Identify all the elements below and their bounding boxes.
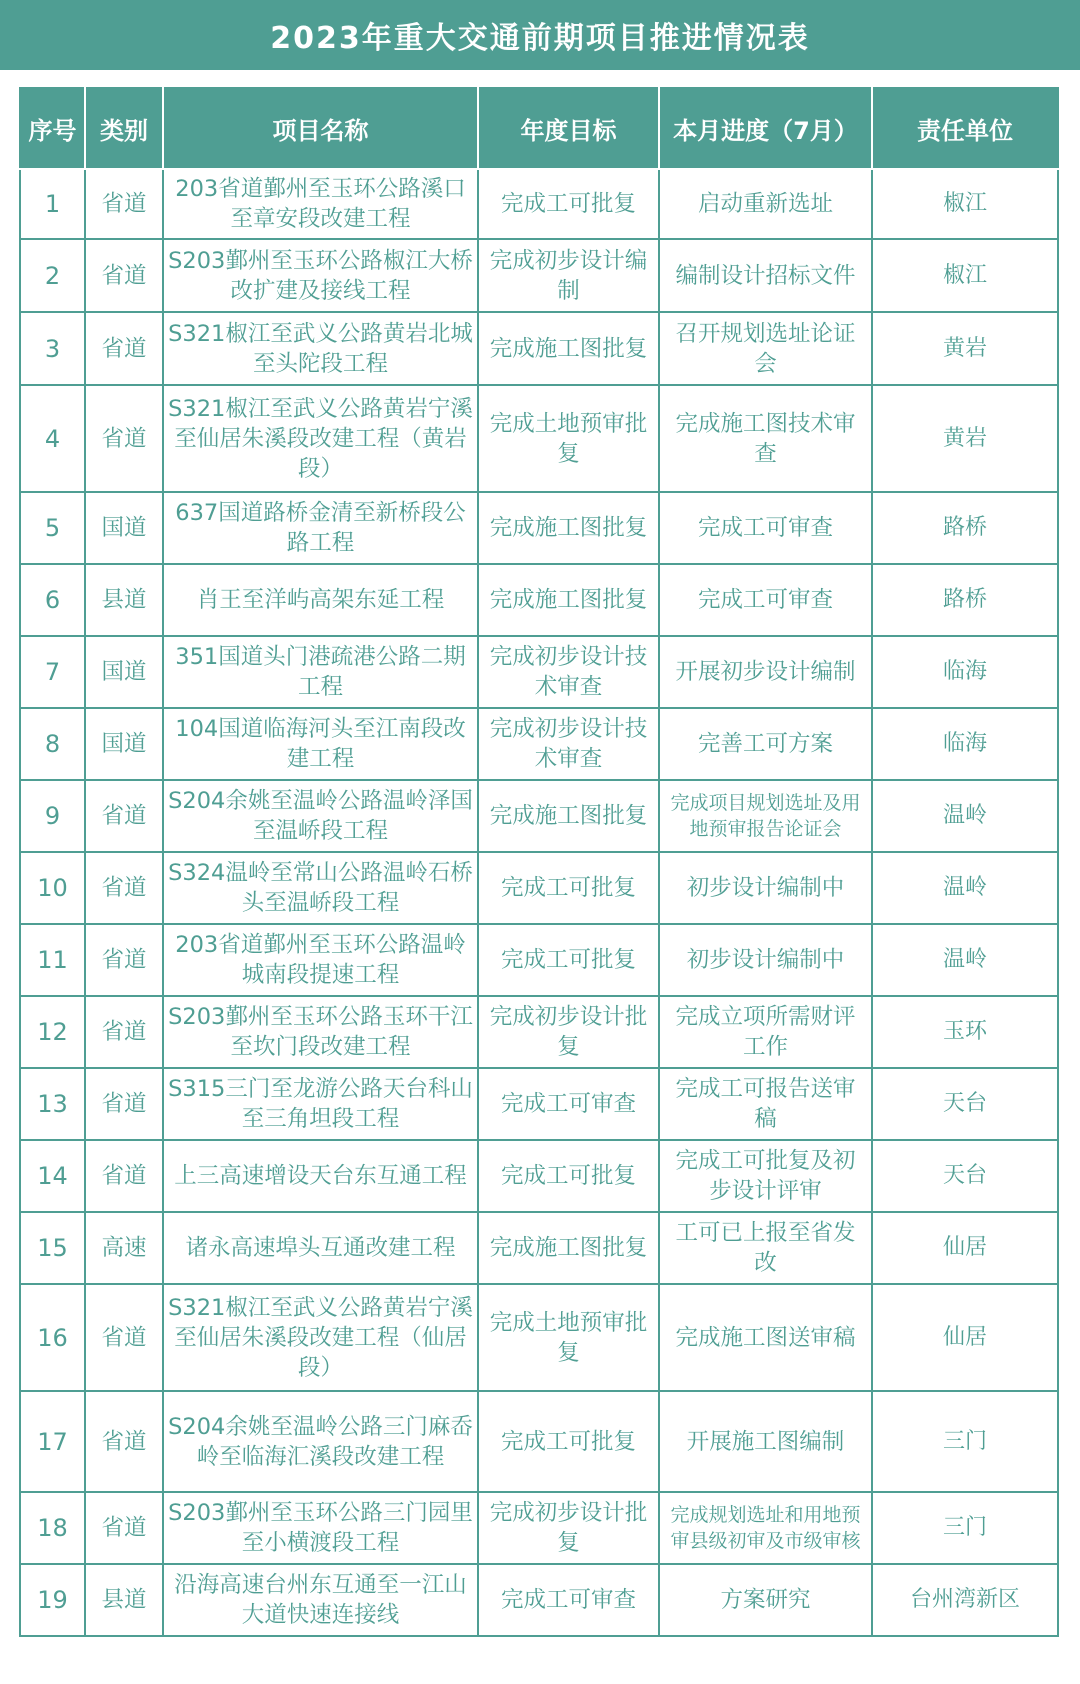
- header-goal: 年度目标: [478, 88, 659, 169]
- row-type: 县道: [85, 564, 163, 636]
- row-type: 省道: [85, 1140, 163, 1212]
- row-goal: 完成工可批复: [478, 1140, 659, 1212]
- row-type: 省道: [85, 780, 163, 852]
- row-progress: 开展施工图编制: [659, 1391, 872, 1492]
- row-no: 19: [20, 1564, 85, 1636]
- row-name: 203省道鄞州至玉环公路温岭城南段提速工程: [163, 924, 478, 996]
- row-name: S321椒江至武义公路黄岩宁溪至仙居朱溪段改建工程（黄岩段）: [163, 385, 478, 492]
- row-name: S203鄞州至玉环公路椒江大桥改扩建及接线工程: [163, 239, 478, 312]
- row-name: S321椒江至武义公路黄岩宁溪至仙居朱溪段改建工程（仙居段）: [163, 1284, 478, 1391]
- row-no: 15: [20, 1212, 85, 1284]
- row-progress: 初步设计编制中: [659, 852, 872, 924]
- table-row: [20, 492, 1058, 564]
- row-goal: 完成施工图批复: [478, 564, 659, 636]
- table-row: [20, 312, 1058, 385]
- row-dept: 仙居: [872, 1284, 1058, 1391]
- row-dept: 椒江: [872, 169, 1058, 239]
- row-name: S321椒江至武义公路黄岩北城至头陀段工程: [163, 312, 478, 385]
- row-name: S315三门至龙游公路天台科山至三角坦段工程: [163, 1068, 478, 1140]
- table-row: [20, 1068, 1058, 1140]
- row-dept: 临海: [872, 636, 1058, 708]
- row-type: 高速: [85, 1212, 163, 1284]
- row-no: 5: [20, 492, 85, 564]
- row-no: 13: [20, 1068, 85, 1140]
- row-type: 国道: [85, 492, 163, 564]
- row-no: 12: [20, 996, 85, 1068]
- header-dept: 责任单位: [872, 88, 1058, 169]
- row-no: 1: [20, 169, 85, 239]
- table-row: [20, 852, 1058, 924]
- row-no: 6: [20, 564, 85, 636]
- row-goal: 完成施工图批复: [478, 312, 659, 385]
- row-name: 上三高速增设天台东互通工程: [163, 1140, 478, 1212]
- row-type: 省道: [85, 1068, 163, 1140]
- row-name: S204余姚至温岭公路三门麻岙岭至临海汇溪段改建工程: [163, 1391, 478, 1492]
- row-progress: 方案研究: [659, 1564, 872, 1636]
- row-name: 351国道头门港疏港公路二期工程: [163, 636, 478, 708]
- row-name: 104国道临海河头至江南段改建工程: [163, 708, 478, 780]
- page-title: 2023年重大交通前期项目推进情况表: [270, 21, 810, 56]
- row-goal: 完成施工图批复: [478, 780, 659, 852]
- row-goal: 完成初步设计技术审查: [478, 636, 659, 708]
- row-name: 203省道鄞州至玉环公路溪口至章安段改建工程: [163, 169, 478, 239]
- row-no: 14: [20, 1140, 85, 1212]
- row-type: 省道: [85, 924, 163, 996]
- row-goal: 完成工可审查: [478, 1564, 659, 1636]
- table-row: [20, 1140, 1058, 1212]
- row-name: 诸永高速埠头互通改建工程: [163, 1212, 478, 1284]
- row-type: 省道: [85, 996, 163, 1068]
- row-type: 省道: [85, 1284, 163, 1391]
- row-type: 省道: [85, 852, 163, 924]
- row-progress: 完成施工图技术审查: [659, 385, 872, 492]
- table-container: [19, 87, 1057, 1637]
- row-progress: 初步设计编制中: [659, 924, 872, 996]
- row-dept: 天台: [872, 1068, 1058, 1140]
- row-goal: 完成工可批复: [478, 924, 659, 996]
- table-row: [20, 1391, 1058, 1492]
- row-goal: 完成初步设计编制: [478, 239, 659, 312]
- table-row: [20, 636, 1058, 708]
- project-table: [19, 87, 1059, 1637]
- row-dept: 路桥: [872, 492, 1058, 564]
- header-progress: 本月进度（7月）: [659, 88, 872, 169]
- row-no: 16: [20, 1284, 85, 1391]
- row-progress: 完成工可批复及初步设计评审: [659, 1140, 872, 1212]
- header-row: [20, 88, 1058, 169]
- row-dept: 仙居: [872, 1212, 1058, 1284]
- row-dept: 三门: [872, 1391, 1058, 1492]
- table-row: [20, 1564, 1058, 1636]
- row-name: S204余姚至温岭公路温岭泽国至温峤段工程: [163, 780, 478, 852]
- row-dept: 玉环: [872, 996, 1058, 1068]
- table-row: [20, 1212, 1058, 1284]
- row-type: 省道: [85, 385, 163, 492]
- row-no: 9: [20, 780, 85, 852]
- row-dept: 台州湾新区: [872, 1564, 1058, 1636]
- header-type: 类别: [85, 88, 163, 169]
- row-progress: 完善工可方案: [659, 708, 872, 780]
- header-name: 项目名称: [163, 88, 478, 169]
- row-no: 10: [20, 852, 85, 924]
- row-type: 县道: [85, 1564, 163, 1636]
- row-goal: 完成初步设计批复: [478, 996, 659, 1068]
- row-dept: 温岭: [872, 924, 1058, 996]
- row-progress: 启动重新选址: [659, 169, 872, 239]
- row-dept: 临海: [872, 708, 1058, 780]
- row-progress: 完成工可审查: [659, 492, 872, 564]
- row-no: 18: [20, 1492, 85, 1564]
- row-goal: 完成施工图批复: [478, 492, 659, 564]
- table-row: [20, 385, 1058, 492]
- row-dept: 黄岩: [872, 385, 1058, 492]
- row-progress: 完成项目规划选址及用地预审报告论证会: [659, 780, 872, 852]
- table-row: [20, 708, 1058, 780]
- header-no: 序号: [20, 88, 85, 169]
- table-row: [20, 564, 1058, 636]
- row-goal: 完成初步设计技术审查: [478, 708, 659, 780]
- row-goal: 完成工可批复: [478, 169, 659, 239]
- row-type: 省道: [85, 239, 163, 312]
- table-row: [20, 1284, 1058, 1391]
- row-type: 国道: [85, 708, 163, 780]
- title-banner: [0, 0, 1080, 70]
- row-progress: 完成工可审查: [659, 564, 872, 636]
- row-progress: 完成施工图送审稿: [659, 1284, 872, 1391]
- row-no: 4: [20, 385, 85, 492]
- row-type: 省道: [85, 312, 163, 385]
- row-goal: 完成土地预审批复: [478, 385, 659, 492]
- table-row: [20, 996, 1058, 1068]
- row-name: S203鄞州至玉环公路玉环干江至坎门段改建工程: [163, 996, 478, 1068]
- row-goal: 完成初步设计批复: [478, 1492, 659, 1564]
- row-dept: 温岭: [872, 780, 1058, 852]
- row-no: 17: [20, 1391, 85, 1492]
- row-goal: 完成施工图批复: [478, 1212, 659, 1284]
- row-type: 省道: [85, 169, 163, 239]
- row-dept: 温岭: [872, 852, 1058, 924]
- row-dept: 天台: [872, 1140, 1058, 1212]
- row-type: 省道: [85, 1492, 163, 1564]
- row-progress: 开展初步设计编制: [659, 636, 872, 708]
- row-progress: 完成工可报告送审稿: [659, 1068, 872, 1140]
- table-row: [20, 924, 1058, 996]
- row-name: 沿海高速台州东互通至一江山大道快速连接线: [163, 1564, 478, 1636]
- row-no: 11: [20, 924, 85, 996]
- table-row: [20, 169, 1058, 239]
- row-no: 7: [20, 636, 85, 708]
- row-type: 国道: [85, 636, 163, 708]
- row-no: 2: [20, 239, 85, 312]
- row-goal: 完成工可批复: [478, 1391, 659, 1492]
- row-goal: 完成工可审查: [478, 1068, 659, 1140]
- row-name: S324温岭至常山公路温岭石桥头至温峤段工程: [163, 852, 478, 924]
- row-no: 8: [20, 708, 85, 780]
- row-goal: 完成工可批复: [478, 852, 659, 924]
- row-dept: 椒江: [872, 239, 1058, 312]
- row-progress: 编制设计招标文件: [659, 239, 872, 312]
- row-dept: 三门: [872, 1492, 1058, 1564]
- row-progress: 完成规划选址和用地预审县级初审及市级审核: [659, 1492, 872, 1564]
- row-progress: 工可已上报至省发改: [659, 1212, 872, 1284]
- table-row: [20, 780, 1058, 852]
- row-dept: 路桥: [872, 564, 1058, 636]
- row-name: S203鄞州至玉环公路三门园里至小横渡段工程: [163, 1492, 478, 1564]
- table-row: [20, 1492, 1058, 1564]
- row-progress: 召开规划选址论证会: [659, 312, 872, 385]
- table-row: [20, 239, 1058, 312]
- row-dept: 黄岩: [872, 312, 1058, 385]
- row-name: 肖王至洋屿高架东延工程: [163, 564, 478, 636]
- row-progress: 完成立项所需财评工作: [659, 996, 872, 1068]
- row-type: 省道: [85, 1391, 163, 1492]
- row-no: 3: [20, 312, 85, 385]
- row-goal: 完成土地预审批复: [478, 1284, 659, 1391]
- row-name: 637国道路桥金清至新桥段公路工程: [163, 492, 478, 564]
